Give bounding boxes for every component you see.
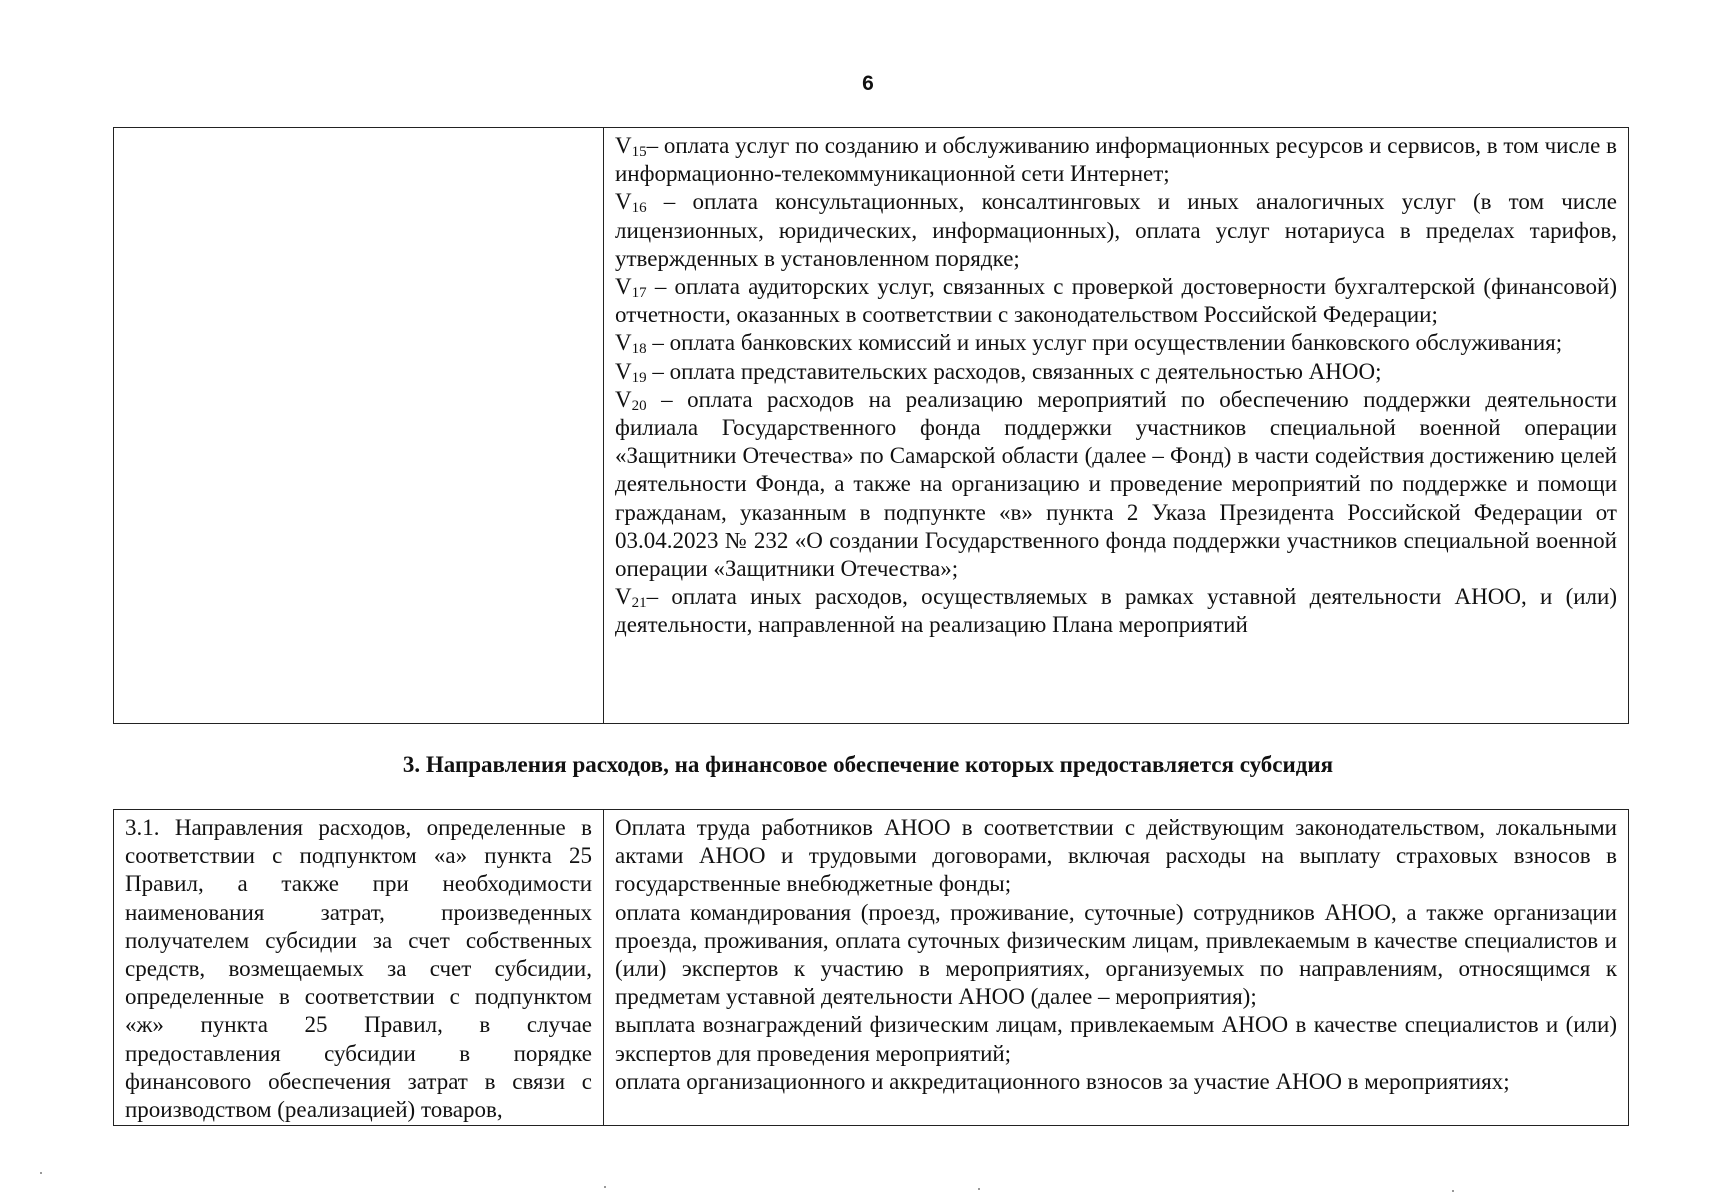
expense-formula-table-continued	[113, 127, 1629, 724]
variable-symbol: V	[615, 584, 632, 610]
direction-details-cell	[604, 810, 1629, 1126]
variable-symbol: V	[615, 330, 632, 356]
variable-index: 21	[631, 595, 647, 612]
direction-label-cell	[114, 810, 604, 1126]
variable-symbol: V	[615, 189, 632, 215]
variable-definition	[615, 329, 1617, 357]
variable-index: 16	[631, 200, 647, 217]
variable-description: – оплата аудиторских услуг, связанных с проверкой достоверности бухгалтерской (финансовой) отчетности, оказанных в соответствии с законодательством Российской Федерации;	[615, 274, 1617, 328]
variable-description: – оплата расходов на реализацию мероприятий по обеспечению поддержки деятельности филиала Государственного фонда поддержки участников специальной военной операции «Защитники Отечества» по Самарской области (далее – Фонд) в части содействия достижению целей деятельности Фонда, а также на организацию и проведение мероприятий по поддержке и помощи гражданам, указанным в подпункте «в» пункта 2 Указа Президента Российской Федерации от 03.04.2023 № 232 «О создании Государственного фонда поддержки участников специальной военной операции «Защитники Отечества»;	[615, 386, 1617, 582]
scan-speck	[978, 1188, 980, 1190]
expense-direction-item: оплата командирования (проезд, проживание, суточные) сотрудников АНОО, а также организации проезда, проживания, оплата суточных физическим лицам, привлекаемым в качестве специалистов и (или) экспертов к участию в мероприятиях, организуемых по направлениям, относящимся к предметам уставной деятельности АНОО (далее – мероприятия);	[615, 899, 1617, 1010]
variable-description: – оплата иных расходов, осуществляемых в рамках уставной деятельности АНОО, и (или) деятельности, направленной на реализацию Плана мероприятий	[615, 584, 1617, 638]
variable-index: 15	[631, 144, 647, 160]
variable-index: 18	[631, 341, 647, 358]
empty-left-cell	[114, 128, 604, 724]
expense-direction-item: выплата вознаграждений физическим лицам, привлекаемым АНОО в качестве специалистов и (или) экспертов для проведения мероприятий;	[615, 1012, 1617, 1066]
variable-index: 19	[631, 369, 647, 386]
variable-symbol: V	[615, 133, 632, 158]
variable-symbol: V	[615, 274, 632, 300]
variables-cell	[604, 128, 1629, 724]
expense-direction-item: Оплата труда работников АНОО в соответствии с действующим законодательством, локальными актами АНОО и трудовыми договорами, включая расходы на выплату страховых взносов в государственные внебюджетные фонды;	[615, 815, 1617, 897]
section-3-title: 3. Направления расходов, на финансовое обеспечение которых предоставляется субсидия	[402, 752, 1334, 777]
variable-definition	[615, 273, 1617, 329]
variable-description: – оплата банковских комиссий и иных услуг при осуществлении банковского обслуживания;	[646, 330, 1563, 356]
variable-description: – оплата консультационных, консалтинговых и иных аналогичных услуг (в том числе лицензионных, юридических, информационных), оплата услуг нотариуса в пределах тарифов, утвержденных в установленном порядке;	[615, 189, 1617, 271]
expense-direction-item: оплата организационного и аккредитационного взносов за участие АНОО в мероприятиях;	[615, 1068, 1510, 1094]
variable-definition	[615, 132, 1617, 188]
variable-symbol: V	[615, 358, 632, 384]
scan-speck	[1452, 1190, 1454, 1192]
scan-speck	[40, 1172, 42, 1174]
direction-3-1-text: 3.1. Направления расходов, определенные в соответствии с подпунктом «а» пункта 25 Правил, а также при необходимости наименования затрат, произведенных получателем субсидии за счет собственных средств, возмещаемых за счет субсидии, определенные в соответствии с подпунктом «ж» пункта 25 Правил, в случае предоставления субсидии в порядке финансового обеспечения затрат в связи с производством (реализацией) товаров,	[125, 815, 592, 1123]
variable-description: – оплата представительских расходов, связанных с деятельностью АНОО;	[646, 358, 1382, 384]
variable-index: 17	[631, 285, 647, 302]
variable-description: – оплата услуг по созданию и обслуживанию информационных ресурсов и сервисов, в том числе в информационно-телекоммуникационной сети Интернет;	[615, 133, 1617, 187]
variable-index: 20	[631, 397, 647, 414]
variable-symbol: V	[615, 386, 632, 412]
scan-speck	[604, 1186, 606, 1188]
variable-definition	[615, 358, 1617, 386]
variable-definition	[615, 386, 1617, 583]
page-number: 6	[862, 72, 874, 95]
variable-definition	[615, 583, 1617, 639]
variable-definition	[615, 188, 1617, 273]
expense-directions-table	[113, 809, 1629, 1126]
